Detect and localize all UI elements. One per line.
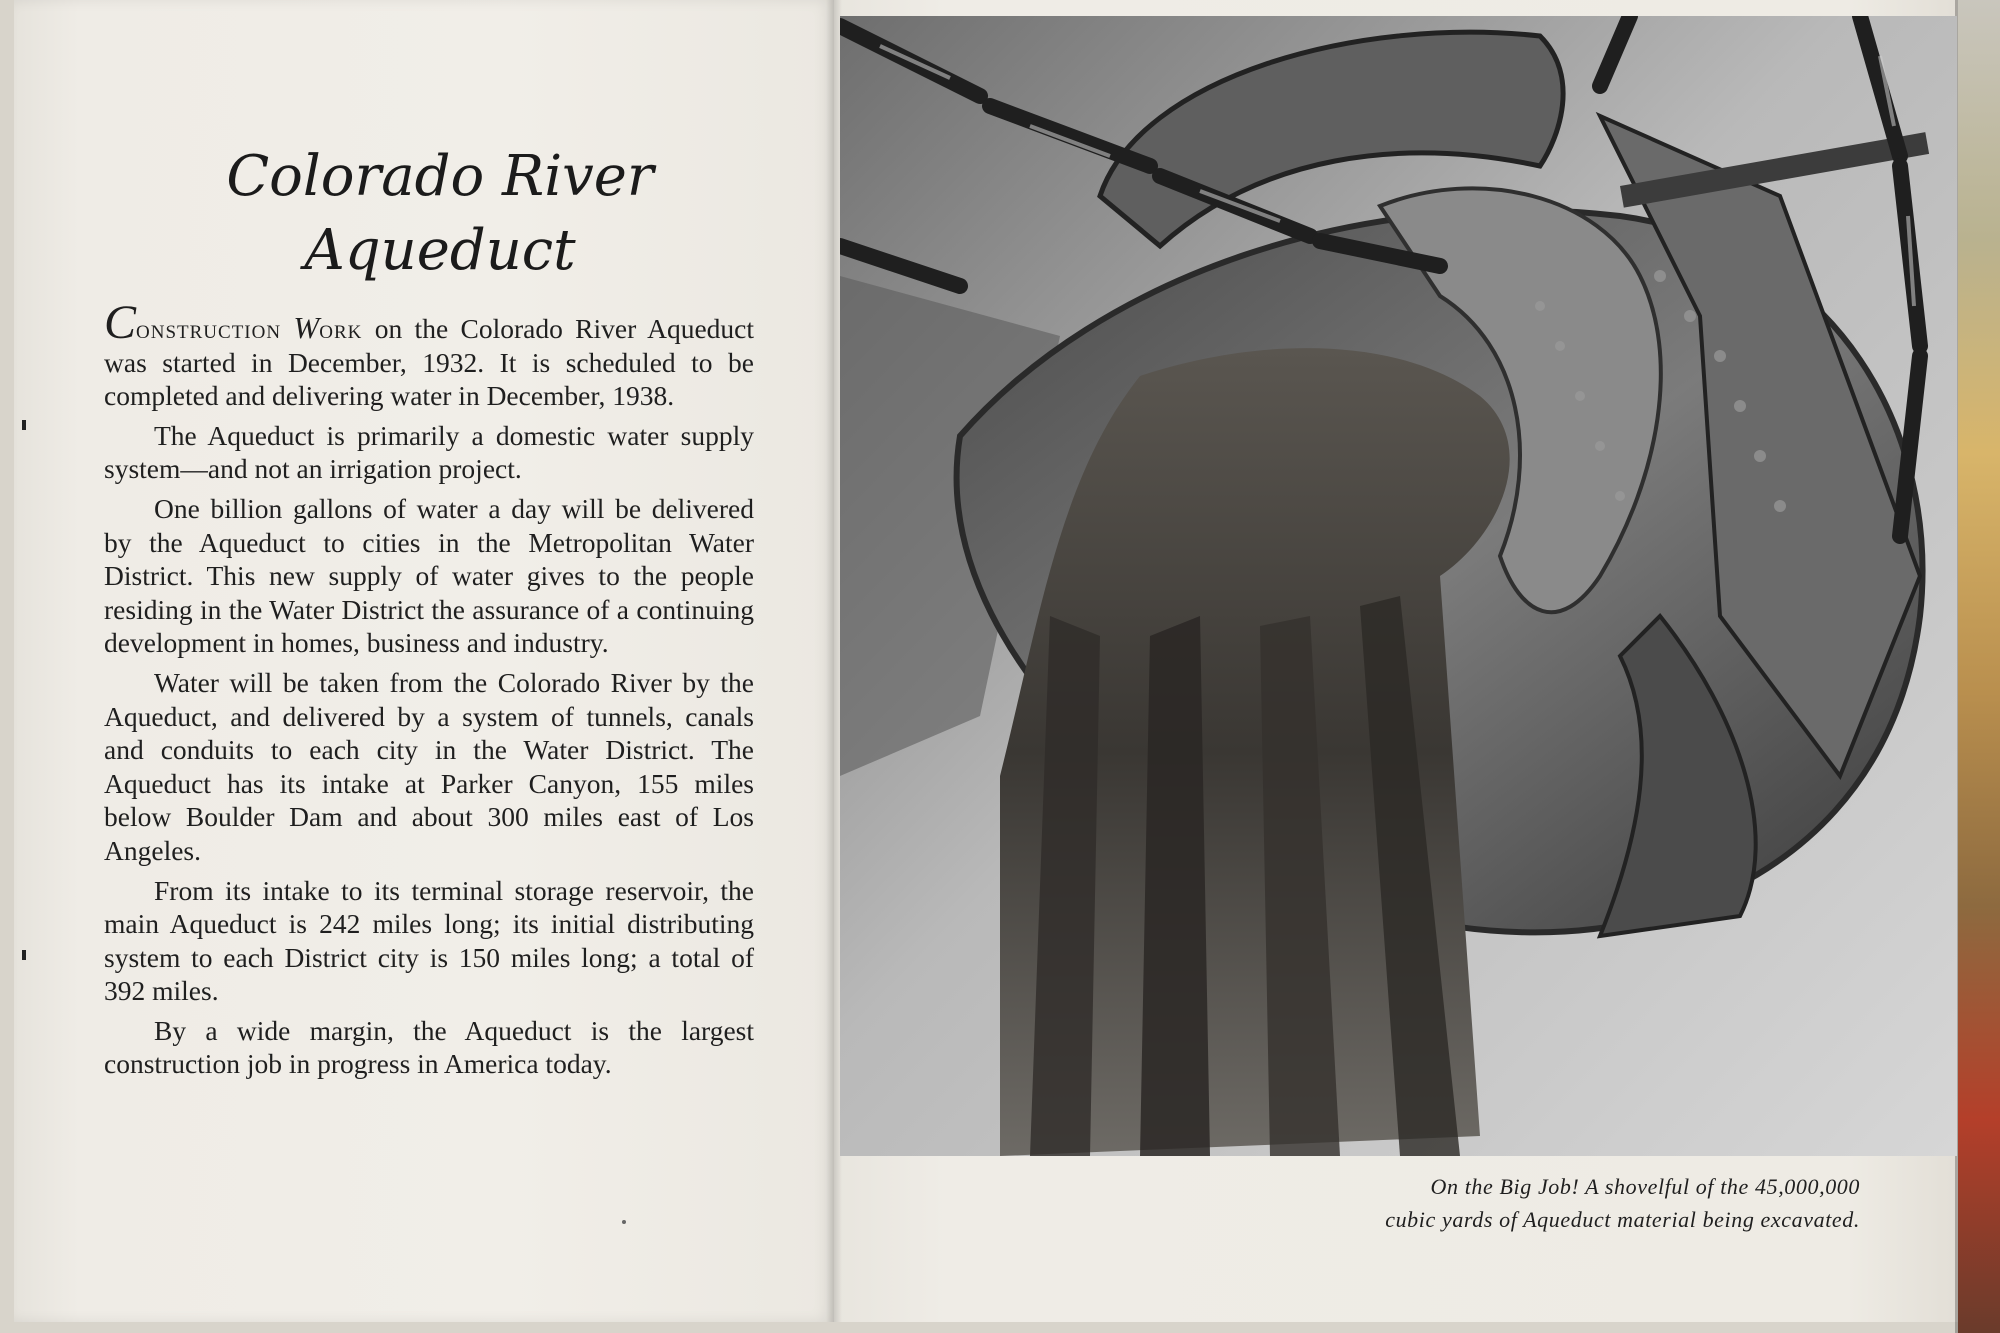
excavator-bucket-photo [840,16,1957,1156]
binding-staple-mark [22,950,26,960]
lead-in-initial-2: W [293,310,320,345]
paragraph-1-text: on the Colorado River Aqueduct was started in December, 1932. It is scheduled to be completed and delivering water in December, 1938. [104,313,755,412]
title-line-1: Colorado River [226,144,654,209]
page-title [140,140,740,288]
drop-cap: C [104,296,137,349]
photo-illustration [840,16,1957,1156]
paragraph-4: Water will be taken from the Colorado River by the Aqueduct, and delivered by a system of tunnels, canals and conduits to each city in the Water District. The Aqueduct has its intake at Parker Canyon, 155 miles below Boulder Dam and about 300 miles east of Los Angeles. [104,666,754,866]
binding-staple-mark [22,420,26,430]
paragraph-1 [104,296,755,413]
lead-in-word-2: ork [319,313,363,344]
caption-line-1: On the Big Job! A shovelful of the 45,000,000 [1430,1174,1860,1199]
paragraph-2: The Aqueduct is primarily a domestic water supply system—and not an irrigation project. [104,419,754,485]
paragraph-6: By a wide margin, the Aqueduct is the largest construction job in progress in America today. [104,1014,754,1080]
title-line-2: Aqueduct [304,218,576,283]
next-page-edge [1958,0,2000,1333]
photo-caption [1180,1170,1860,1236]
caption-line-2: cubic yards of Aqueduct material being excavated. [1385,1207,1860,1232]
page-speck [622,1220,626,1224]
paragraph-3: One billion gallons of water a day will be delivered by the Aqueduct to cities in the Metropolitan Water District. This new supply of water gives to the people residing in the Water District the assurance of a continuing development in homes, business and industry. [104,492,754,659]
paragraph-5: From its intake to its terminal storage reservoir, the main Aqueduct is 242 miles long; its initial distributing system to each District city is 150 miles long; a total of 392 miles. [104,874,754,1007]
article-body [104,296,755,1087]
lead-in-word-1: onstruction [136,313,282,344]
